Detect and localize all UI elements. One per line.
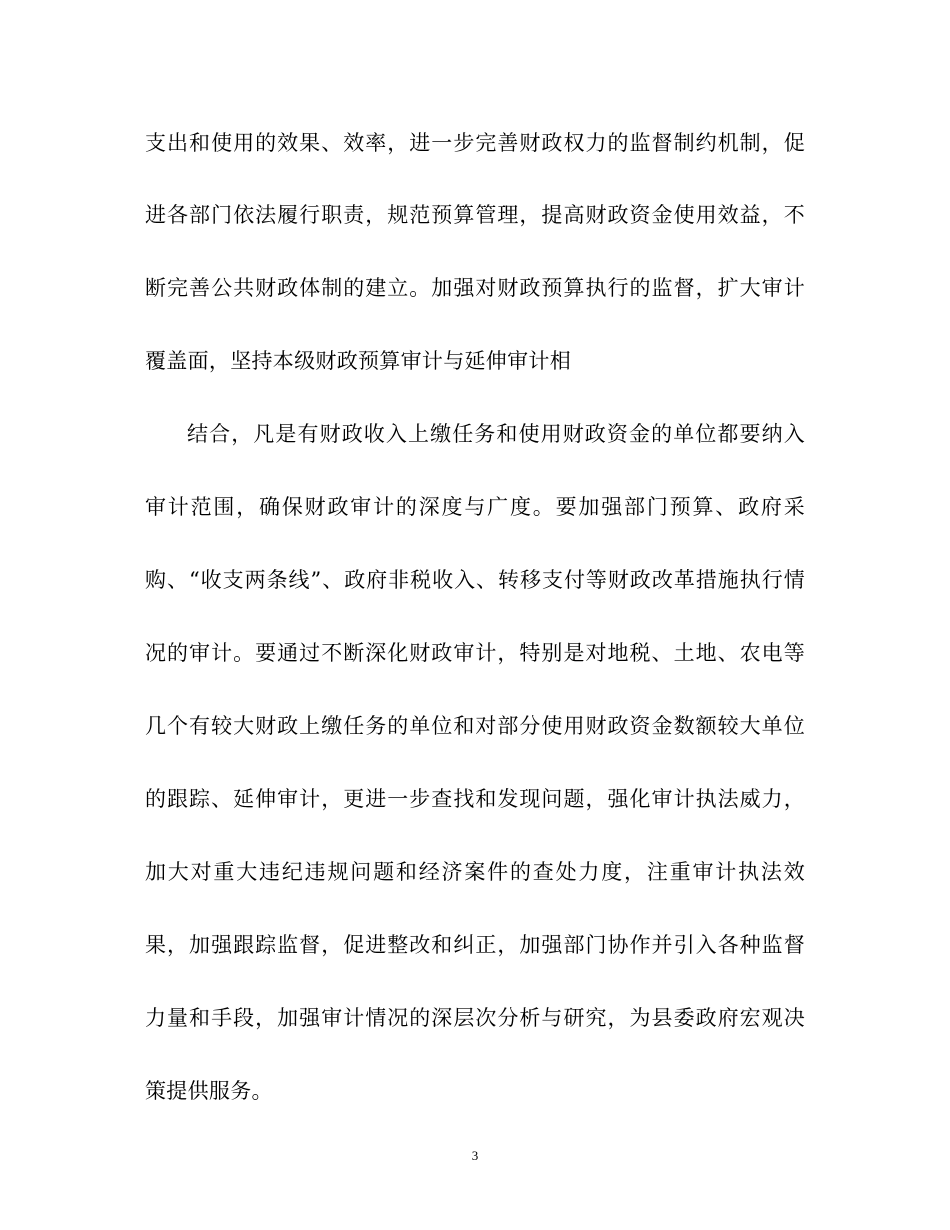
paragraph-2-line-9: 力量和手段，加强审计情况的深层次分析与研究，为县委政府宏观决: [145, 1006, 805, 1030]
paragraph-2-line-7: 加大对重大违纪违规问题和经济案件的查处力度，注重审计执法效: [145, 860, 805, 884]
paragraph-2-line-2: 审计范围，确保财政审计的深度与广度。要加强部门预算、政府采: [145, 495, 805, 519]
paragraph-2-line-4: 况的审计。要通过不断深化财政审计，特别是对地税、土地、农电等: [145, 641, 805, 665]
paragraph-1-line-1: 支出和使用的效果、效率，进一步完善财政权力的监督制约机制，促: [145, 131, 805, 155]
paragraph-1-line-3: 断完善公共财政体制的建立。加强对财政预算执行的监督，扩大审计: [145, 276, 805, 300]
paragraph-2-line-6: 的跟踪、延伸审计，更进一步查找和发现问题，强化审计执法威力，: [145, 787, 805, 811]
paragraph-1-line-4: 覆盖面，坚持本级财政预算审计与延伸审计相: [145, 349, 571, 373]
paragraph-2-line-1: 结合，凡是有财政收入上缴任务和使用财政资金的单位都要纳入: [187, 422, 805, 446]
paragraph-2-line-5: 几个有较大财政上缴任务的单位和对部分使用财政资金数额较大单位: [145, 714, 805, 738]
page-number: 3: [471, 1148, 479, 1163]
paragraph-2-line-8: 果，加强跟踪监督，促进整改和纠正，加强部门协作并引入各种监督: [145, 933, 805, 957]
paragraph-2-line-10: 策提供服务。: [145, 1079, 273, 1103]
paragraph-2-line-3: 购、“收支两条线”、政府非税收入、转移支付等财政改革措施执行情: [145, 568, 805, 592]
paragraph-1-line-2: 进各部门依法履行职责，规范预算管理，提高财政资金使用效益，不: [145, 203, 805, 227]
